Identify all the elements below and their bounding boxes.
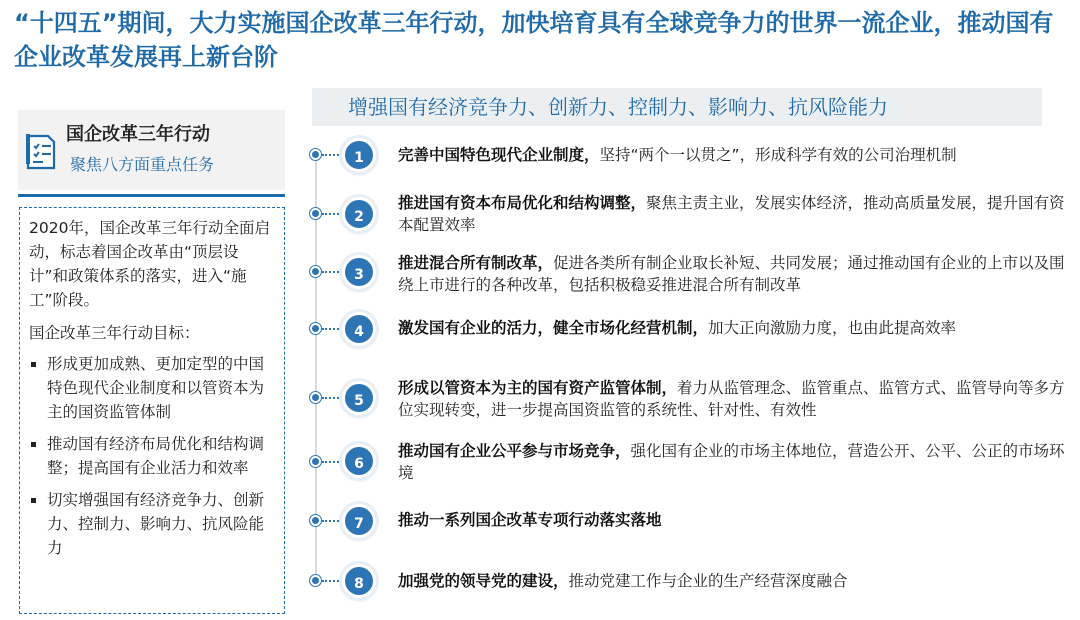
task-text (398, 440, 1070, 484)
timeline-dot (310, 149, 321, 160)
connector (322, 461, 342, 463)
connector (322, 520, 342, 522)
task-text (398, 377, 1070, 421)
task-number: 8 (342, 564, 376, 598)
connector (322, 397, 342, 399)
task-rest: 推动党建工作与企业的生产经营深度融合 (568, 572, 848, 590)
task-number: 6 (342, 444, 376, 478)
timeline-dot (310, 392, 321, 403)
task-item (310, 376, 1070, 420)
task-number: 2 (342, 197, 376, 231)
task-number: 3 (342, 255, 376, 289)
task-bold: 形成以管资本为主的国有资产监管体制， (398, 379, 678, 397)
connector (322, 271, 342, 273)
timeline-dot (310, 323, 321, 334)
connector (322, 580, 342, 582)
divider (18, 194, 285, 197)
card-heading: 国企改革三年行动 (66, 124, 210, 145)
timeline-dot (310, 515, 321, 526)
task-item (310, 192, 1070, 236)
task-rest: 强化国有企业的市场主体地位，营造公开、公平、公正的市场环境 (398, 442, 1065, 482)
goal-item: 切实增强国有经济竞争力、创新力、控制力、影响力、抗风险能力 (29, 488, 276, 560)
task-text (398, 570, 1070, 592)
card-subheading: 聚焦八方面重点任务 (70, 155, 215, 174)
task-text (398, 192, 1070, 236)
goal-title: 国企改革三年行动目标： (29, 324, 200, 342)
task-item (310, 506, 1070, 536)
task-bold: 激发国有企业的活力，健全市场化经营机制， (398, 319, 709, 337)
task-rest: 加大正向激励力度，也由此提高效率 (708, 319, 957, 337)
task-number: 5 (342, 381, 376, 415)
task-item (310, 250, 1070, 294)
timeline-dot (310, 266, 321, 277)
goal-item: 推动国有经济布局优化和结构调整；提高国有企业活力和效率 (29, 432, 276, 480)
task-text (398, 144, 1070, 166)
task-item (310, 314, 1070, 344)
objectives-header: 增强国有经济竞争力、创新力、控制力、影响力、抗风险能力 (312, 88, 1042, 126)
task-bold: 推进混合所有制改革， (398, 254, 554, 272)
goal-list (29, 352, 276, 560)
task-bold: 推动一系列国企改革专项行动落实落地 (398, 511, 662, 529)
task-item (310, 140, 1070, 170)
task-text (398, 509, 1070, 531)
task-number: 7 (342, 504, 376, 538)
intro-text: 2020年，国企改革三年行动全面启动，标志着国企改革由“顶层设计”和政策体系的落实，进入“施工”阶段。 (29, 219, 270, 309)
connector (322, 213, 342, 215)
task-item (310, 440, 1070, 484)
task-text (398, 252, 1070, 296)
page-title: “十四五”期间，大力实施国企改革三年行动，加快培育具有全球竞争力的世界一流企业，推动国有企业改革发展再上新台阶 (14, 9, 1054, 71)
document-checklist-icon (24, 130, 58, 170)
task-rest: 促进各类所有制企业取长补短、共同发展；通过推动国有企业的上市以及围绕上市进行的各种改革，包括积极稳妥推进混合所有制改革 (398, 254, 1065, 294)
timeline-dot (310, 208, 321, 219)
task-rest: 着力从监管理念、监管重点、监管方式、监管导向等多方位实现转变，进一步提高国资监管的系统性、针对性、有效性 (398, 379, 1065, 419)
description-box (19, 207, 285, 614)
task-bold: 完善中国特色现代企业制度， (398, 146, 600, 164)
task-rest: 聚焦主责主业，发展实体经济，推动高质量发展，提升国有资本配置效率 (398, 194, 1065, 234)
task-rest: 坚持“两个一以贯之”，形成科学有效的公司治理机制 (599, 146, 957, 164)
task-number: 4 (342, 312, 376, 346)
task-item (310, 566, 1070, 596)
timeline-dot (310, 456, 321, 467)
timeline-dot (310, 575, 321, 586)
task-bold: 推动国有企业公平参与市场竞争， (398, 442, 631, 460)
task-text (398, 317, 1070, 339)
task-number: 1 (342, 138, 376, 172)
action-card (18, 110, 285, 190)
connector (322, 154, 342, 156)
goal-item: 形成更加成熟、更加定型的中国特色现代企业制度和以管资本为主的国资监管体制 (29, 352, 276, 424)
task-bold: 加强党的领导党的建设， (398, 572, 569, 590)
connector (322, 328, 342, 330)
task-bold: 推进国有资本布局优化和结构调整， (398, 194, 647, 212)
